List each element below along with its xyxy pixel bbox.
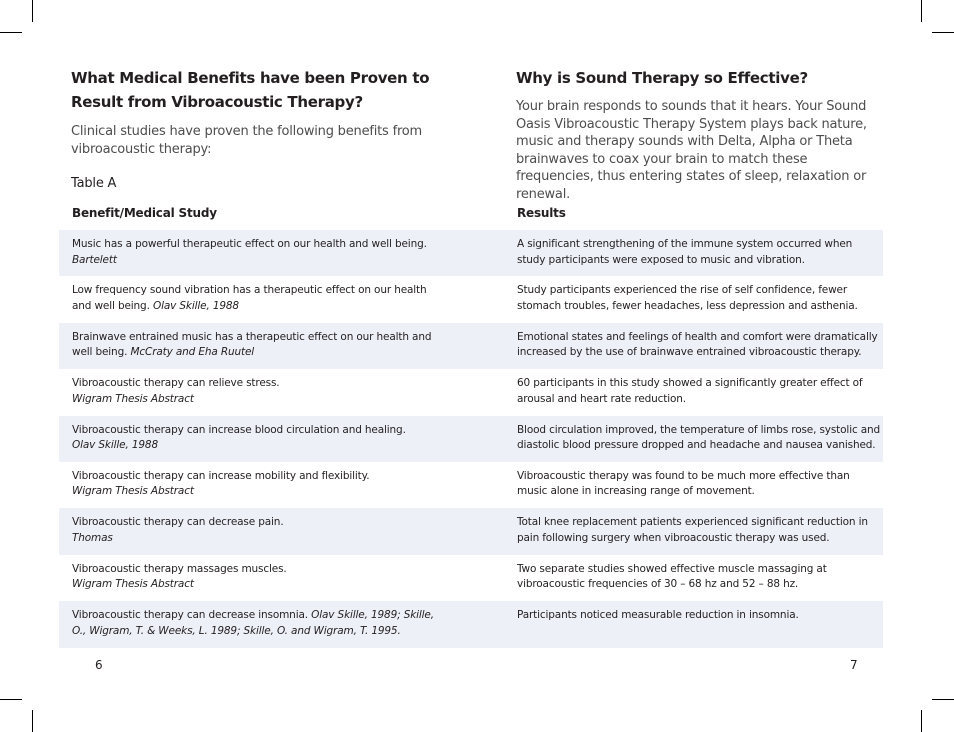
benefit-text: Low frequency sound vibration has a therapeutic effect on our health and well being.: [72, 284, 427, 312]
table-row: [59, 555, 883, 601]
benefit-text: Vibroacoustic therapy can increase blood circulation and healing.: [72, 423, 406, 436]
table-row: [59, 601, 883, 647]
table-row: [59, 276, 883, 322]
left-intro: Clinical studies have proven the following benefits from vibroacoustic therapy:: [71, 124, 423, 157]
crop-mark: [0, 32, 22, 33]
crop-mark: [0, 699, 22, 700]
column-header-results: Results: [517, 206, 566, 220]
benefit-cell: [72, 237, 444, 268]
benefit-cell: [72, 608, 444, 639]
benefit-citation: Wigram Thesis Abstract: [72, 485, 194, 498]
left-heading: What Medical Benefits have been Proven to Result from Vibroacoustic Therapy?: [71, 69, 430, 111]
benefit-citation: Olav Skille, 1988: [152, 299, 239, 312]
benefit-citation: Wigram Thesis Abstract: [72, 392, 194, 405]
benefit-text: Vibroacoustic therapy can increase mobility and flexibility.: [72, 469, 370, 482]
benefit-cell: [72, 283, 444, 314]
crop-mark: [32, 710, 33, 732]
crop-mark: [932, 699, 954, 700]
benefit-text: Vibroacoustic therapy can relieve stress.: [72, 377, 280, 390]
benefit-cell: [72, 330, 444, 361]
benefit-citation: Olav Skille, 1988: [72, 439, 158, 452]
benefit-citation: Olav Skille, 1989; Skille, O., Wigram, T. & Weeks, L. 1989; Skille, O. and Wigram, T. 1995.: [72, 609, 434, 637]
table-label: Table A: [71, 176, 117, 191]
column-header-benefit: Benefit/Medical Study: [72, 206, 217, 220]
benefit-cell: [72, 376, 444, 407]
table-row: [59, 508, 883, 554]
benefit-citation: Bartelett: [72, 253, 117, 266]
table-row: [59, 323, 883, 369]
right-column: [516, 66, 884, 203]
right-intro: Your brain responds to sounds that it hears. Your Sound Oasis Vibroacoustic Therapy System plays back nature, music and therapy sounds with Delta, Alpha or Theta brainwaves to coax your brain to match these frequencies, thus entering states of sleep, relaxation or renewal.: [516, 99, 867, 202]
page-number-left: 6: [95, 658, 103, 672]
benefits-table: [59, 230, 883, 648]
benefit-citation: Thomas: [72, 531, 113, 544]
benefit-text: Vibroacoustic therapy massages muscles.: [72, 562, 287, 575]
benefit-text: Vibroacoustic therapy can decrease insomnia.: [72, 609, 308, 622]
benefit-citation: McCraty and Eha Ruutel: [130, 346, 255, 359]
benefit-citation: Wigram Thesis Abstract: [72, 578, 194, 591]
left-column: [71, 66, 471, 158]
benefit-text: Vibroacoustic therapy can decrease pain.: [72, 516, 284, 529]
right-heading: Why is Sound Therapy so Effective?: [516, 69, 808, 87]
crop-mark: [932, 32, 954, 33]
result-cell: Emotional states and feelings of health and comfort were dramatically increased by the use of brainwave entrained vibroacoustic therapy.: [517, 330, 878, 359]
result-cell: Two separate studies showed effective muscle massaging at vibroacoustic frequencies of 30 – 68 hz and 52 – 88 hz.: [517, 562, 827, 591]
benefit-text: Brainwave entrained music has a therapeutic effect on our health and well being.: [72, 330, 432, 359]
crop-mark: [32, 0, 33, 22]
result-cell: 60 participants in this study showed a significantly greater effect of arousal and heart rate reduction.: [517, 377, 863, 405]
result-cell: Total knee replacement patients experienced significant reduction in pain following surgery when vibroacoustic therapy was used.: [517, 516, 868, 544]
benefit-cell: [72, 469, 444, 500]
benefit-cell: [72, 515, 444, 546]
table-row: [59, 230, 883, 276]
result-cell: A significant strengthening of the immune system occurred when study participants were exposed to music and vibration.: [517, 238, 853, 266]
crop-mark: [921, 710, 922, 732]
benefit-text: Music has a powerful therapeutic effect on our health and well being.: [72, 238, 427, 250]
result-cell: Study participants experienced the rise of self confidence, fewer stomach troubles, fewer headaches, less depression and asthenia.: [517, 284, 858, 312]
result-cell: Blood circulation improved, the temperature of limbs rose, systolic and diastolic blood pressure dropped and headache and nausea vanished.: [517, 423, 881, 452]
table-row: [59, 416, 883, 462]
benefit-cell: [72, 423, 444, 454]
benefit-cell: [72, 562, 444, 593]
result-cell: Participants noticed measurable reduction in insomnia.: [517, 609, 799, 622]
crop-mark: [921, 0, 922, 22]
page-number-right: 7: [850, 658, 858, 672]
table-row: [59, 369, 883, 415]
result-cell: Vibroacoustic therapy was found to be much more effective than music alone in increasing range of movement.: [517, 469, 850, 498]
table-row: [59, 462, 883, 508]
